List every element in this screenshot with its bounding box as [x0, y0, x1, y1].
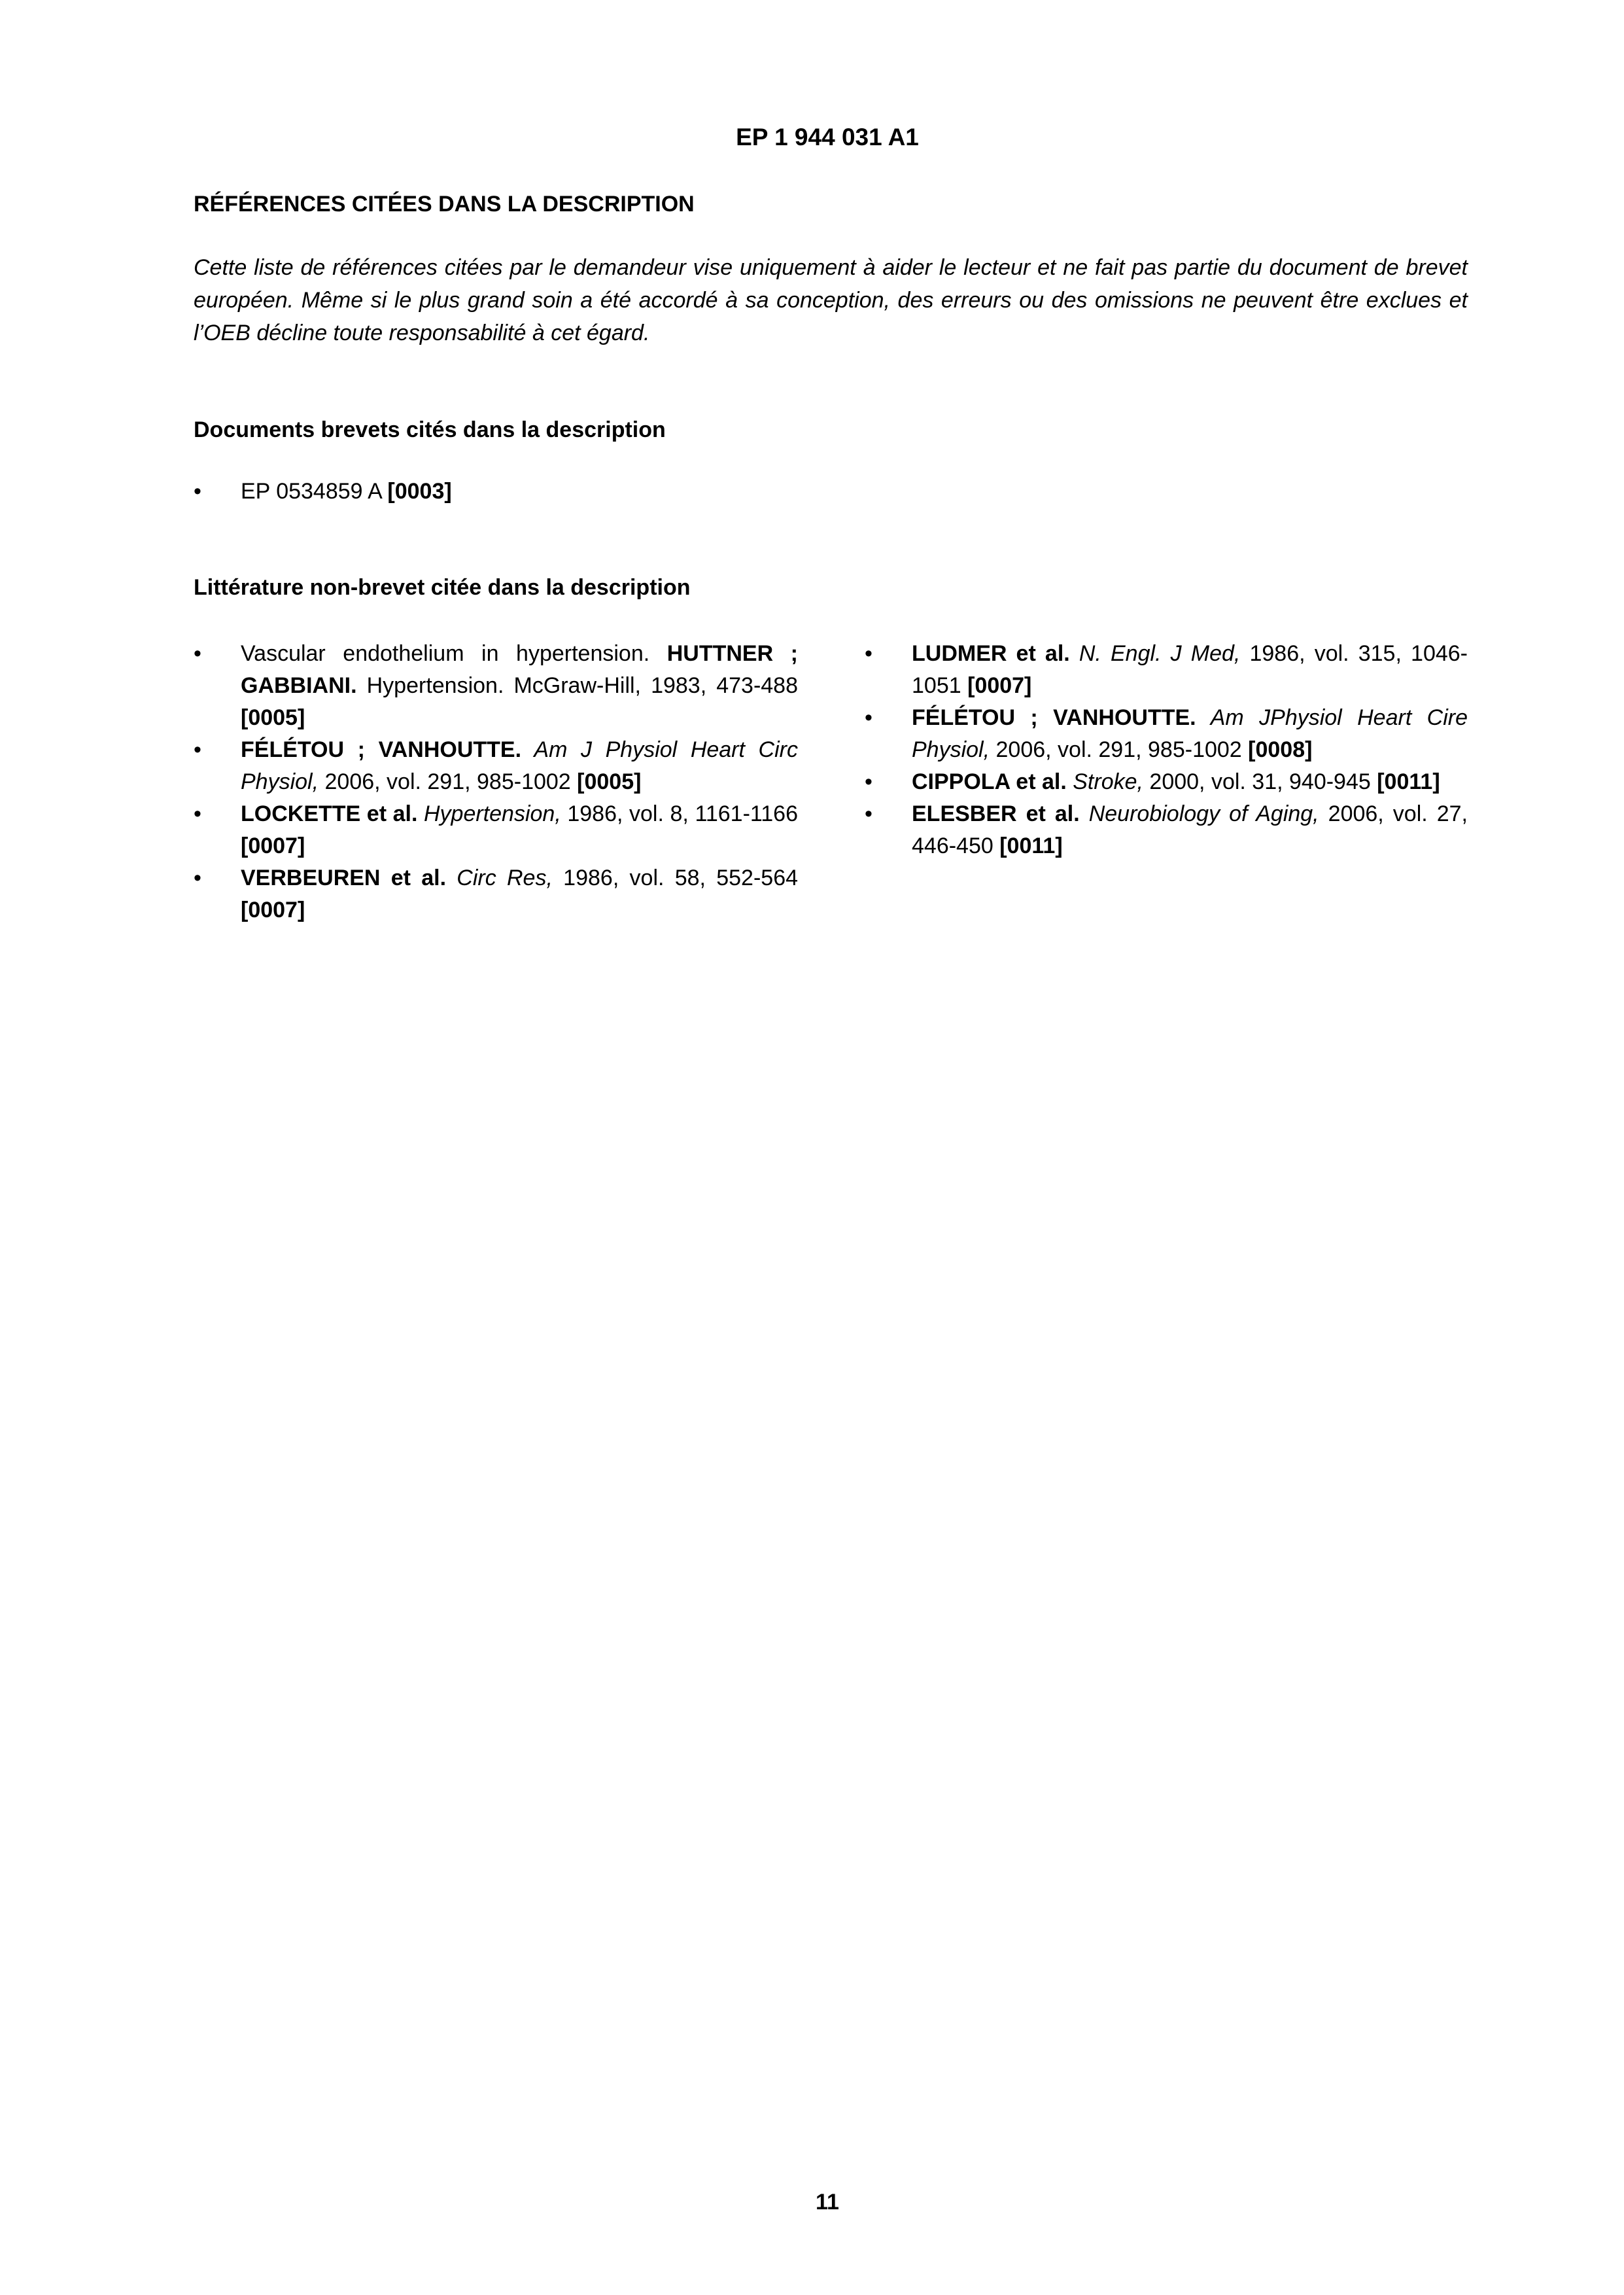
paragraph-ref: [0003]: [387, 479, 452, 504]
patent-number: EP 0534859 A: [241, 479, 381, 504]
reference-item: [194, 798, 798, 862]
paragraph-ref: [0005]: [241, 705, 305, 730]
bullet-icon: •: [865, 641, 872, 666]
reference-item: [865, 798, 1468, 862]
reference-authors: VERBEUREN et al.: [241, 866, 447, 890]
references-right-column: [865, 638, 1468, 862]
section-title: RÉFÉRENCES CITÉES DANS LA DESCRIPTION: [194, 192, 695, 217]
patent-list-item: [194, 476, 798, 508]
reference-authors: FÉLÉTOU ; VANHOUTTE.: [912, 705, 1196, 730]
reference-journal: Circ Res,: [446, 866, 553, 890]
paragraph-ref: [0011]: [1377, 769, 1440, 794]
reference-authors: LOCKETTE et al.: [241, 801, 418, 826]
reference-authors: CIPPOLA et al.: [912, 769, 1067, 794]
bullet-icon: •: [194, 479, 201, 504]
bullet-icon: •: [865, 769, 872, 794]
reference-journal: Neurobiology of Aging,: [1079, 801, 1319, 826]
reference-details: 1986, vol. 58, 552-564: [552, 866, 799, 890]
document-number: EP 1 944 031 A1: [736, 124, 919, 150]
disclaimer-paragraph: Cette liste de références citées par le demandeur vise uniquement à aider le lecteur et ne fait pas partie du document de brevet européen. Même si le plus grand soin a été accordé à sa conception, des erreurs ou des omissions ne peuvent être exclues et l’OEB décline toute responsabilité à cet égard.: [194, 255, 1468, 345]
reference-details: 1986, vol. 8, 1161-1166: [561, 801, 798, 826]
reference-details: 1986, vol. 315, 1046-1051: [912, 641, 1468, 698]
reference-item: [865, 638, 1468, 702]
bullet-icon: •: [194, 801, 201, 826]
reference-details: 2006, vol. 291, 985-1002: [319, 769, 578, 794]
reference-journal: Am J Physiol Heart Circ Physiol,: [241, 737, 798, 794]
bullet-icon: •: [865, 705, 872, 730]
bullet-icon: •: [194, 737, 201, 762]
paragraph-ref: [0008]: [1248, 737, 1313, 762]
reference-details: Hypertension. McGraw-Hill, 1983, 473-488: [356, 673, 798, 698]
page-number: 11: [816, 2190, 839, 2215]
paragraph-ref: [0007]: [241, 833, 305, 858]
reference-item: [194, 862, 798, 926]
reference-journal: Am JPhysiol Heart Cire Physiol,: [912, 705, 1468, 762]
reference-authors: HUTTNER ; GABBIANI.: [241, 641, 798, 698]
reference-journal: Stroke,: [1066, 769, 1143, 794]
reference-title: Vascular endothelium in hypertension.: [241, 641, 667, 666]
bullet-icon: •: [194, 866, 201, 890]
reference-authors: LUDMER et al.: [912, 641, 1070, 666]
reference-authors: FÉLÉTOU ; VANHOUTTE.: [241, 737, 522, 762]
patent-documents-heading: Documents brevets cités dans la description: [194, 417, 666, 442]
patent-documents-list: [194, 476, 798, 508]
reference-item: [865, 702, 1468, 766]
paragraph-ref: [0007]: [241, 898, 305, 922]
bullet-icon: •: [194, 641, 201, 666]
reference-item: [194, 734, 798, 798]
reference-journal: N. Engl. J Med,: [1069, 641, 1241, 666]
references-left-column: [194, 638, 798, 926]
bullet-icon: •: [865, 801, 872, 826]
paragraph-ref: [0005]: [577, 769, 642, 794]
reference-item: [194, 638, 798, 734]
reference-details: 2006, vol. 291, 985-1002: [990, 737, 1249, 762]
paragraph-ref: [0011]: [999, 833, 1063, 858]
reference-item: [865, 766, 1468, 798]
reference-details: 2006, vol. 27, 446-450: [912, 801, 1468, 858]
reference-details: 2000, vol. 31, 940-945: [1143, 769, 1377, 794]
reference-authors: ELESBER et al.: [912, 801, 1080, 826]
paragraph-ref: [0007]: [967, 673, 1032, 698]
non-patent-literature-heading: Littérature non-brevet citée dans la description: [194, 575, 691, 600]
reference-journal: Hypertension,: [417, 801, 561, 826]
